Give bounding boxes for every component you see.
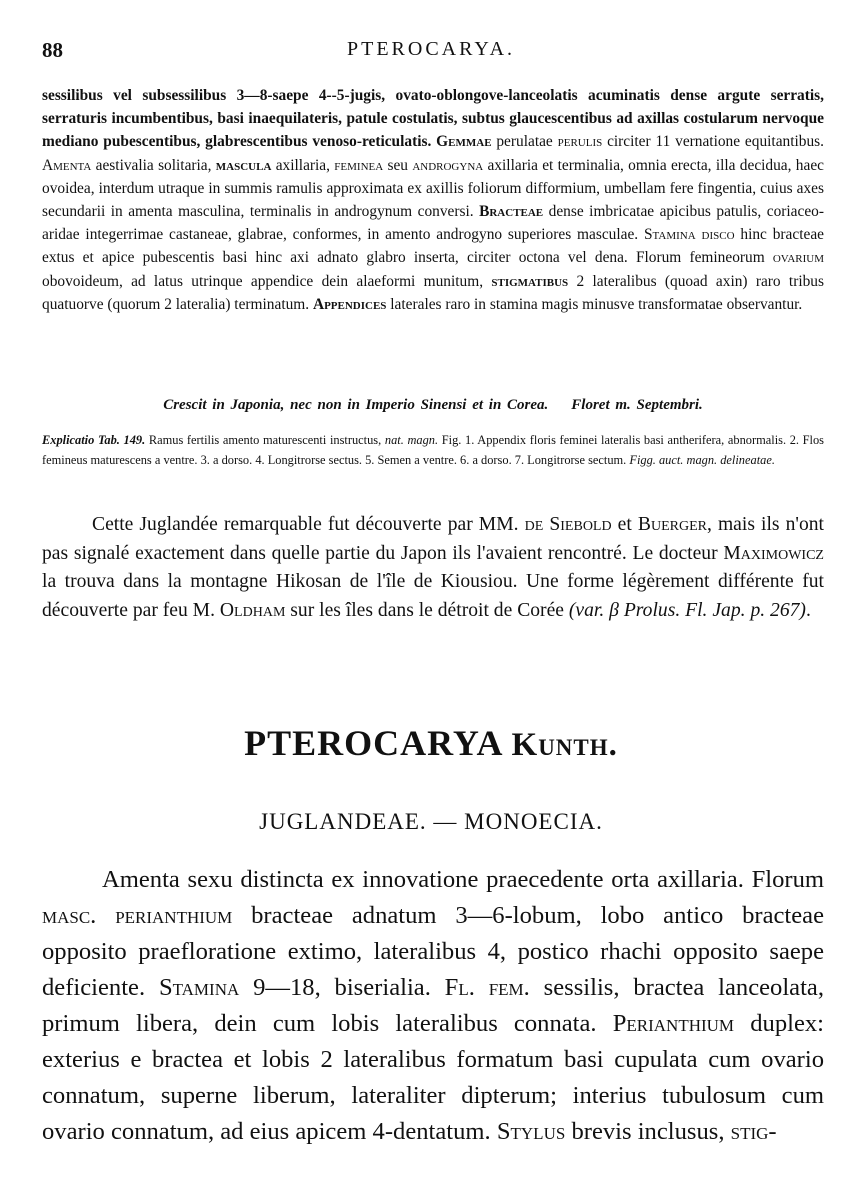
term-disco: disco: [701, 226, 735, 244]
name-maximowicz: Maximowicz: [723, 542, 824, 564]
term-masc: masc.: [42, 902, 97, 929]
term-perianthium: Perianthium: [612, 1010, 735, 1037]
text-run: sessilibus vel subsessilibus 3—8-saepe 4--5-jugis, ovato-oblongove-lanceolatis acuminatis dense argute serratis, serraturis incumbentibus, basi inaequilateris, patule costulatis, subtus glaucescentibus ad axillas costularum nervoque mediano pubescentibus, glabrescentibus venoso-reticulatis.: [42, 87, 824, 151]
text-run: 9—18, biserialia.: [239, 974, 445, 1001]
term-appendices: Appendices: [312, 295, 387, 313]
citation: (var. β Prolus. Fl. Jap. p. 267): [568, 599, 806, 621]
text-run: [96, 902, 115, 929]
text-run: circiter 11 vernatione equitantibus.: [602, 133, 824, 151]
term-mascula: mascula: [215, 156, 272, 174]
family-heading: JUGLANDEAE. — MONOECIA.: [259, 809, 603, 834]
text-run: , mais ils n'ont pas signalé exactement dans quelle partie du Japon ils l'avaient rencontré. Le docteur: [42, 514, 824, 564]
text-run: axillaria,: [271, 156, 335, 174]
genus-name: PTEROCARYA: [244, 723, 502, 763]
text-run: seu: [383, 156, 413, 174]
text-run: hinc bracteae extus et apice pubescentis basi hinc axi adnato glabro inserta, circiter octona vel dena. Florum femineorum: [42, 226, 824, 267]
text-run: .: [805, 599, 811, 621]
term-stamina: Stamina: [643, 226, 696, 244]
name-oldham: Oldham: [219, 599, 286, 621]
text-run: nat. magn.: [384, 433, 439, 447]
term-perulis: perulis: [557, 133, 603, 151]
page-header: [42, 38, 820, 68]
latin-description-paragraph: [42, 84, 824, 316]
term-feminea: feminea: [334, 156, 384, 174]
term-stylus: Stylus: [496, 1118, 566, 1145]
term-perianthium: perianthium: [115, 902, 233, 929]
text-run: obovoideum, ad latus utrinque appendice dein alaeformi munitum,: [42, 272, 492, 290]
term-fl-fem: Fl. fem.: [444, 974, 530, 1001]
text-run: bracteae adnatum 3—6-lobum, lobo antico bracteae opposito praefloratione extimo, lateralibus 4, postico rhachi opposito saepe deficiente.: [42, 902, 824, 1001]
term-stig: stig-: [730, 1118, 777, 1145]
running-head: PTEROCARYA.: [346, 38, 516, 60]
name-buerger: Buerger: [637, 514, 707, 535]
plate-explanation: [42, 430, 824, 470]
habitat-line: [42, 397, 824, 414]
text-run: sur les îles dans le détroit de Corée: [285, 599, 569, 621]
term-amenta: Amenta: [42, 156, 92, 174]
text-run: Figg. auct. magn. delineatae.: [629, 453, 775, 467]
page-number: 88: [42, 38, 63, 62]
term-stamina: Stamina: [158, 974, 240, 1001]
text-run: brevis inclusus,: [565, 1118, 731, 1145]
text-run: sessilis, bractea lanceolata, primum libera, dein cum lobis lateralibus connata.: [42, 974, 824, 1037]
text-run: duplex: exterius e bractea et lobis 2 lateralibus formatum basi cupulata cum ovario connatum, superne liberum, lateraliter dipterum; interius tubulosum cum ovario connatum, ad eius apicem 4-dentatum.: [42, 1010, 824, 1145]
text-run: Amenta sexu distincta ex innovatione praecedente orta axillaria. Florum: [102, 866, 824, 893]
term-bracteae: Bracteae: [479, 203, 544, 221]
term-androgyna: androgyna: [412, 156, 484, 174]
name-siebold: de Siebold: [524, 514, 612, 535]
text-run: Fig. 1. Appendix floris feminei lateralis basi antherifera, abnormalis. 2. Flos femineus maturescens a ventre. 3. a dorso. 4. Longitrorse sectus. 5. Semen a ventre. 6. a dorso. 7. Longitrorse sectum.: [42, 433, 824, 467]
term-ovarium: ovarium: [772, 249, 824, 267]
text-run: Ramus fertilis amento maturescenti instructus,: [145, 433, 385, 447]
text-run: la trouva dans la montagne Hikosan de l'île de Kiousiou. Une forme légèrement différente fut découverte par feu M.: [42, 571, 824, 621]
term-gemmae: Gemmae: [436, 133, 492, 151]
genus-author: Kunth.: [511, 727, 618, 763]
habitat-text: Crescit in Japonia, nec non in Imperio Sinensi et in Corea.: [163, 397, 549, 413]
text-run: perulatae: [491, 133, 558, 151]
term-stigmatibus: stigmatibus: [491, 272, 569, 290]
explanation-heading: Explicatio Tab. 149.: [42, 433, 146, 447]
text-run: dense imbricatae apicibus patulis, coriaceo-aridae integerrimae castaneae, glabrae, conformes, in amento androgyno superiores masculae.: [42, 203, 824, 244]
text-run: Cette Juglandée remarquable fut découverte par MM.: [92, 514, 525, 535]
text-run: aestivalia solitaria,: [91, 156, 216, 174]
text-run: axillaria et terminalia, omnia erecta, illa decidua, haec ovoidea, interdum utraque in summis ramulis approximata ex axillis foliorum difformium, umbellam fere fingentia, cuius axes secundarii in amenta masculina, terminalis in androgynum conversi.: [42, 156, 824, 221]
text-run: laterales raro in stamina magis minusve transformatae observantur.: [386, 295, 803, 313]
french-note-paragraph: [42, 511, 824, 625]
genus-title: [0, 722, 862, 764]
flowering-text: Floret m. Septembri.: [571, 397, 703, 413]
genus-description-paragraph: [42, 862, 824, 1150]
text-run: et: [611, 514, 638, 535]
text-run: 2 lateralibus (quoad axin) raro tribus quatuorve (quorum 2 lateralia) terminatum.: [42, 272, 824, 313]
